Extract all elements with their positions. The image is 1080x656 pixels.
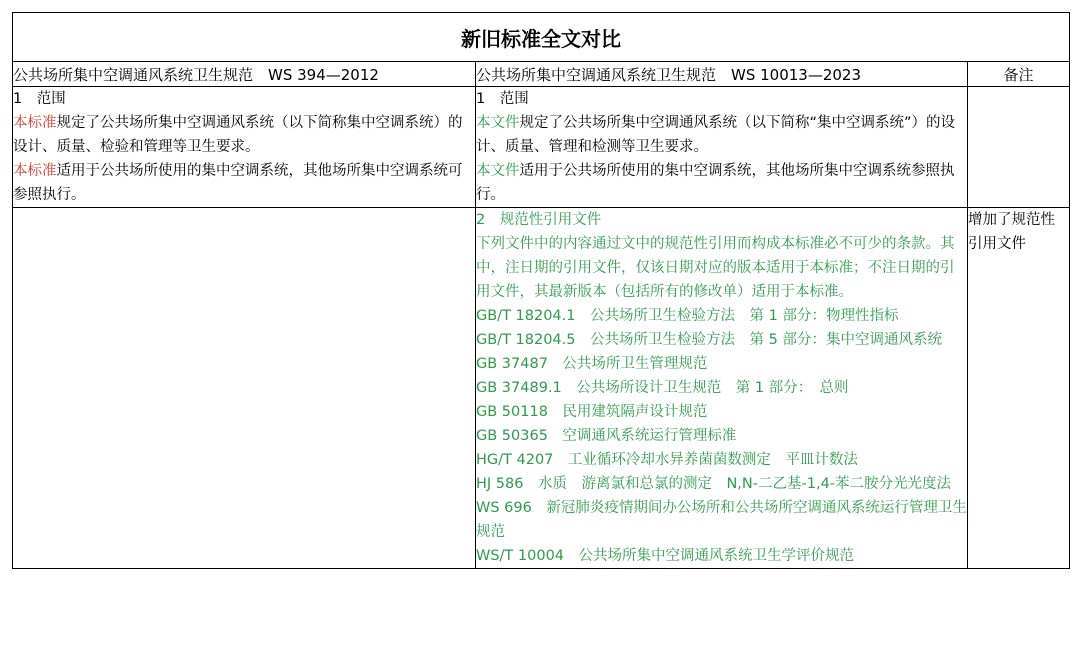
header-old-standard: 公共场所集中空调通风系统卫生规范 WS 394—2012 [13,62,476,87]
old-scope-para-2 [13,159,475,207]
old-scope-heading: 1 范围 [13,91,66,107]
reference-item: GB 50365 空调通风系统运行管理标准 [476,428,737,444]
new-scope-p1-highlight: 文件 [490,115,520,131]
new-scope-para-2 [476,159,967,207]
comparison-table [12,12,1070,569]
new-references-cell [476,208,968,569]
reference-item: GB 37489.1 公共场所设计卫生规范 第 1 部分： 总则 [476,380,849,396]
header-new-standard: 公共场所集中空调通风系统卫生规范 WS 10013—2023 [476,62,968,87]
old-references-cell [13,208,476,569]
reference-item: WS 696 新冠肺炎疫情期间办公场所和公共场所空调通风系统运行管理卫生规范 [476,500,967,540]
new-scope-p1-prefix: 本 [476,115,491,131]
header-row [13,62,1070,87]
reference-item: GB 37487 公共场所卫生管理规范 [476,356,708,372]
new-scope-cell [476,87,968,208]
old-scope-p2-highlight: 标准 [27,163,57,179]
scope-note-cell [968,87,1070,208]
new-scope-para-1 [476,111,967,159]
header-note: 备注 [968,62,1070,87]
new-scope-p2-rest: 适用于公共场所使用的集中空调系统，其他场所集中空调系统参照执行。 [476,163,955,203]
references-note-cell: 增加了规范性引用文件 [968,208,1070,569]
old-scope-p2-rest: 适用于公共场所使用的集中空调系统，其他场所集中空调系统可参照执行。 [13,163,463,203]
old-scope-para-1 [13,111,475,159]
reference-item: GB/T 18204.1 公共场所卫生检验方法 第 1 部分：物理性指标 [476,308,899,324]
reference-item: GB/T 18204.5 公共场所卫生检验方法 第 5 部分：集中空调通风系统 [476,332,942,348]
references-heading: 2 规范性引用文件 [476,212,602,228]
new-scope-p2-highlight: 文件 [490,163,520,179]
reference-item: HG/T 4207 工业循环冷却水异养菌菌数测定 平皿计数法 [476,452,858,468]
old-scope-p1-prefix: 本 [13,115,28,131]
table-row-scope [13,87,1070,208]
table-title: 新旧标准全文对比 [13,13,1070,62]
old-scope-cell [13,87,476,208]
title-row [13,13,1070,62]
old-scope-p1-highlight: 标准 [27,115,57,131]
old-scope-p2-prefix: 本 [13,163,28,179]
reference-item: HJ 586 水质 游离氯和总氯的测定 N,N-二乙基-1,4-苯二胺分光光度法 [476,476,952,492]
new-scope-p1-rest: 规定了公共场所集中空调通风系统（以下简称“集中空调系统”）的设计、质量、管理和检测等卫生要求。 [476,115,956,155]
new-scope-heading: 1 范围 [476,91,529,107]
old-scope-p1-rest: 规定了公共场所集中空调通风系统（以下简称集中空调系统）的设计、质量、检验和管理等卫生要求。 [13,115,463,155]
references-intro: 下列文件中的内容通过文中的规范性引用而构成本标准必不可少的条款。其中，注日期的引用文件，仅该日期对应的版本适用于本标准；不注日期的引用文件，其最新版本（包括所有的修改单）适用于本标准。 [476,236,955,300]
table-row-references [13,208,1070,569]
reference-item: WS/T 10004 公共场所集中空调通风系统卫生学评价规范 [476,548,855,564]
reference-item: GB 50118 民用建筑隔声设计规范 [476,404,708,420]
new-scope-p2-prefix: 本 [476,163,491,179]
